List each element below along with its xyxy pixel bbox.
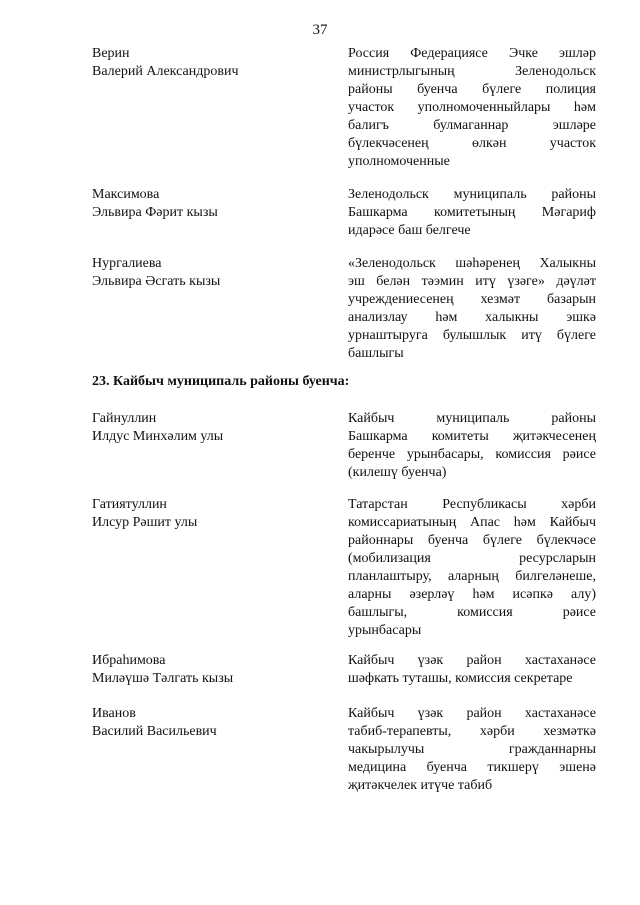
role-line: планлаштыру, аларның билгеләнеше,	[348, 569, 596, 584]
role-line: идарәсе баш белгече	[348, 223, 471, 238]
member-role	[348, 652, 596, 688]
role-line: Зеленодольск муниципаль районы	[348, 187, 596, 202]
given-names: Илсур Рәшит улы	[92, 515, 198, 530]
member-role	[348, 496, 596, 640]
role-line: анализлау һәм халыкны эшкә	[348, 310, 596, 325]
role-line: табиб-терапевты, хәрби хезмәткә	[348, 724, 596, 739]
surname: Гатиятуллин	[92, 497, 167, 512]
member-role	[348, 410, 596, 482]
role-line: (мобилизация ресурсларын	[348, 551, 596, 566]
given-names: Илдус Минхәлим улы	[92, 429, 224, 444]
role-line: Башкарма комитеты җитәкчесенең	[348, 429, 596, 444]
member-name	[92, 496, 312, 532]
role-line: Башкарма комитетының Мәгариф	[348, 205, 596, 220]
member-name	[92, 45, 312, 81]
given-names: Василий Васильевич	[92, 724, 217, 739]
role-line: «Зеленодольск шәһәренең Халыкны	[348, 256, 596, 271]
member-name	[92, 186, 312, 222]
given-names: Валерий Александрович	[92, 64, 239, 79]
role-line: шәфкать туташы, комиссия секретаре	[348, 671, 573, 686]
role-line: (килешү буенча)	[348, 465, 447, 480]
role-line: эш белән тәэмин итү үзәге» дәүләт	[348, 274, 596, 289]
role-line: уполномоченные	[348, 154, 450, 169]
role-line: башлыгы	[348, 346, 404, 361]
role-line: Татарстан Республикасы хәрби	[348, 497, 596, 512]
role-line: медицина буенча тикшерү эшенә	[348, 760, 596, 775]
role-line: министрлыгының Зеленодольск	[348, 64, 596, 79]
member-name	[92, 652, 312, 688]
member-name	[92, 255, 312, 291]
role-line: аларны әзерләү һәм исәпкә алу)	[348, 587, 596, 602]
member-role	[348, 186, 596, 240]
surname: Иванов	[92, 706, 136, 721]
given-names: Эльвира Әсгать кызы	[92, 274, 221, 289]
role-line: участок уполномоченныйлары һәм	[348, 100, 596, 115]
surname: Нургалиева	[92, 256, 162, 271]
role-line: Кайбыч үзәк район хастаханәсе	[348, 706, 596, 721]
role-line: районнары буенча бүлеге бүлекчәсе	[348, 533, 596, 548]
role-line: бүлекчәсенең өлкән участок	[348, 136, 596, 151]
surname: Ибраһимова	[92, 653, 166, 668]
role-line: урнаштыруга булышлык итү бүлеге	[348, 328, 596, 343]
given-names: Эльвира Фәрит кызы	[92, 205, 218, 220]
role-line: урынбасары	[348, 623, 422, 638]
role-line: башлыгы, комиссия рәисе	[348, 605, 596, 620]
surname: Верин	[92, 46, 130, 61]
role-line: чакырылучы гражданнарны	[348, 742, 596, 757]
member-name	[92, 705, 312, 741]
role-line: комиссариатының Апас һәм Кайбыч	[348, 515, 596, 530]
role-line: районы буенча бүлеге полиция	[348, 82, 596, 97]
role-line: җитәкчелек итүче табиб	[348, 778, 493, 793]
role-line: Кайбыч муниципаль районы	[348, 411, 596, 426]
section-heading: 23. Кайбыч муниципаль районы буенча:	[92, 374, 350, 389]
member-role	[348, 45, 596, 171]
role-line: балигъ булмаганнар эшләре	[348, 118, 596, 133]
surname: Гайнуллин	[92, 411, 157, 426]
role-line: Россия Федерациясе Эчке эшләр	[348, 46, 596, 61]
role-line: Кайбыч үзәк район хастаханәсе	[348, 653, 596, 668]
role-line: беренче урынбасары, комиссия рәисе	[348, 447, 596, 462]
member-role	[348, 255, 596, 363]
surname: Максимова	[92, 187, 160, 202]
member-name	[92, 410, 312, 446]
member-role	[348, 705, 596, 795]
page-number: 37	[312, 22, 328, 38]
given-names: Миләүшә Тәлгать кызы	[92, 671, 234, 686]
role-line: учреждениесенең хезмәт базарын	[348, 292, 596, 307]
